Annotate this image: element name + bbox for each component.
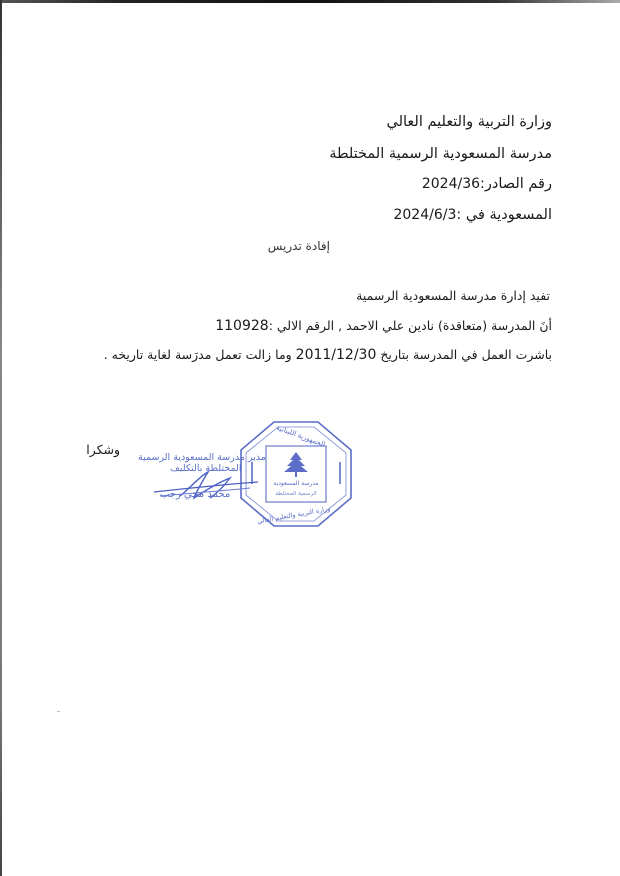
scan-border-left [0,0,2,876]
teacher-id-number: 110928 [215,318,269,334]
signatory-name: محمد محي رجب [160,489,231,500]
cedar-icon [284,452,308,477]
signatory-title-line-2: المختلطة بالتكليف [170,463,242,474]
still-working-statement: وما زالت تعمل مدرَسة لغاية تاريخه . [103,347,296,362]
body-line-1: تفيد إدارة مدرسة المسعودية الرسمية [356,288,550,303]
start-date: 2011/12/30 [295,347,377,363]
date-label: المسعودية في : [456,207,552,223]
body-line-3 [104,346,552,364]
scan-border-top [0,0,620,3]
ministry-name: وزارة التربية والتعليم العالي [386,114,552,130]
reference-number [422,175,552,193]
stamp-inner-text-1: مدرسة المسعودية [273,480,319,487]
signatory-title-line-1: مدير مدرسة المسعودية الرسمية [138,452,266,463]
scan-speck [57,711,60,712]
body-line-2 [215,317,552,335]
school-name: مدرسة المسعودية الرسمية المختلطة [329,146,552,162]
reference-value: 2024/36 [421,176,481,192]
document-subject: إفادة تدريس [267,239,330,253]
reference-label: رقم الصادر: [480,176,552,192]
document-date [393,206,552,224]
closing-thanks: وشكرا [86,442,120,457]
teacher-statement: أنَ المدرسة (متعاقدة) نادين علي الاحمد , الرقم الالي : [268,318,552,333]
handwritten-signature [150,468,260,508]
stamp-outer-text-bottom: وزارة التربية والتعليم العالي [256,504,331,526]
start-statement: باشرت العمل في المدرسة بتاريخ [376,347,552,362]
stamp-inner-text-2: الرسمية المختلطة [275,491,317,497]
stamp-outer-text-top: الجمهورية اللبنانية [275,423,327,449]
date-value: 2024/6/3 [393,207,457,223]
